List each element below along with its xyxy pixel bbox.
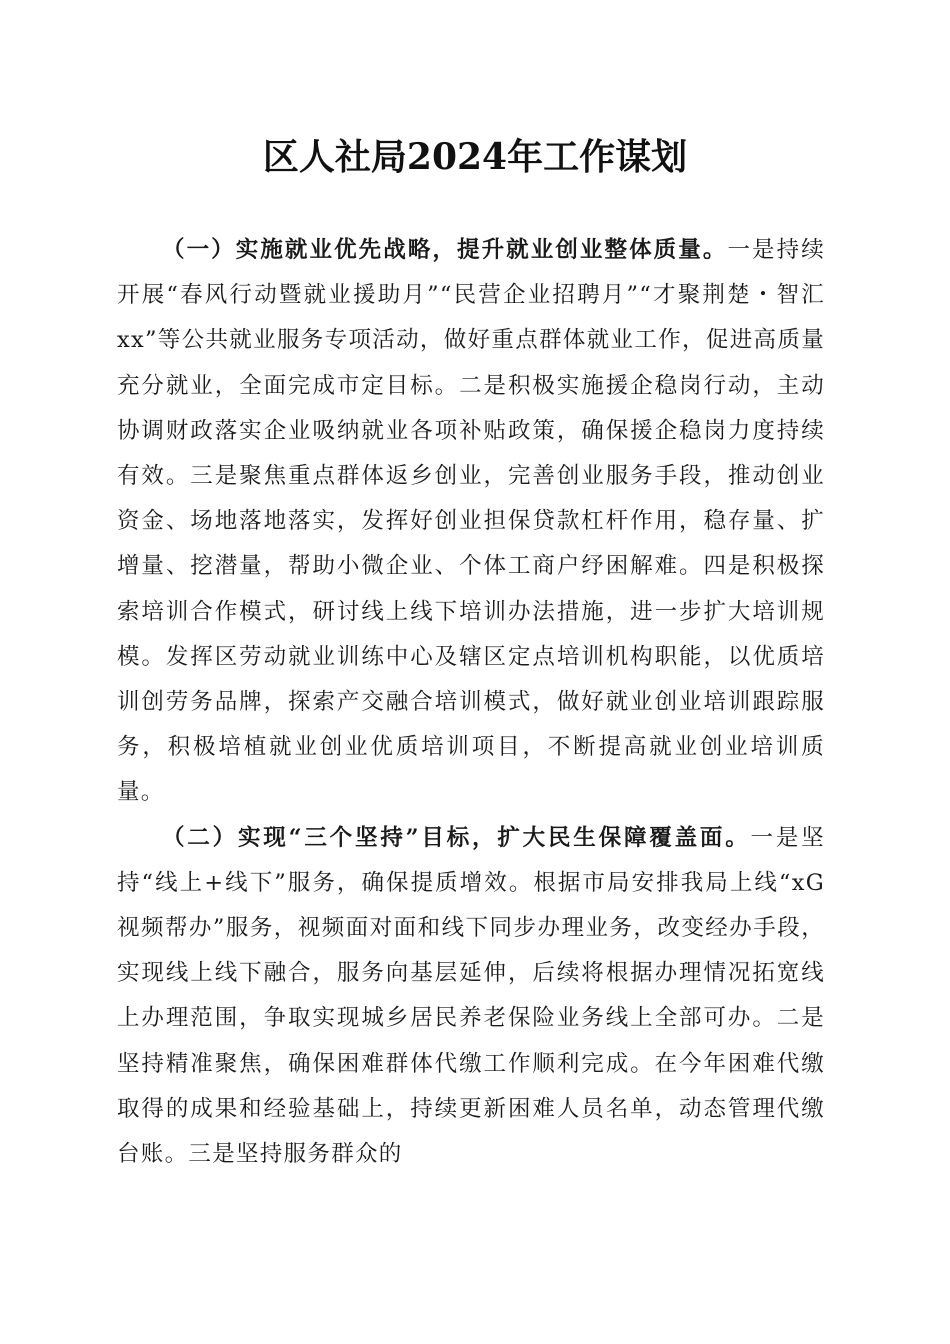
section-text-1: 一是持续开展“春风行动暨就业援助月”“民营企业招聘月”“才聚荆楚・智汇xx”等公共就业服务专项活动，做好重点群体就业工作，促进高质量充分就业，全面完成市定目标。二是积极实施援企稳岗行动，主动协调财政落实企业吸纳就业各项补贴政策，确保援企稳岗力度持续有效。三是聚焦重点群体返乡创业，完善创业服务手段，推动创业资金、场地落地落实，发挥好创业担保贷款杠杆作用，稳存量、扩增量、挖潜量，帮助小微企业、个体工商户纾困解难。四是积极探索培训合作模式，研讨线上线下培训办法措施，进一步扩大培训规模。发挥区劳动就业训练中心及辖区定点培训机构职能，以优质培训创劳务品牌，探索产交融合培训模式，做好就业创业培训跟踪服务，积极培植就业创业优质培训项目，不断提高就业创业培训质量。: [117, 237, 826, 806]
section-paragraph-2: [117, 816, 825, 1178]
document-body: [117, 228, 825, 1177]
section-paragraph-1: [117, 228, 825, 816]
section-text-2: 一是坚持“线上+线下”服务，确保提质增效。根据市局安排我局上线“xG视频帮办”服务，视频面对面和线下同步办理业务，改变经办手段，实现线上线下融合，服务向基层延伸，后续将根据办理情况拓宽线上办理范围，争取实现城乡居民养老保险业务线上全部可办。二是坚持精准聚焦，确保困难群体代缴工作顺利完成。在今年困难代缴取得的成果和经验基础上，持续更新困难人员名单，动态管理代缴台账。三是坚持服务群众的: [117, 824, 825, 1168]
section-heading-2: （二）实现“三个坚持”目标，扩大民生保障覆盖面。: [162, 824, 751, 851]
section-heading-1: （一）实施就业优先战略，提升就业创业整体质量。: [162, 237, 728, 263]
document-title: 区人社局2024年工作谋划: [262, 136, 688, 178]
